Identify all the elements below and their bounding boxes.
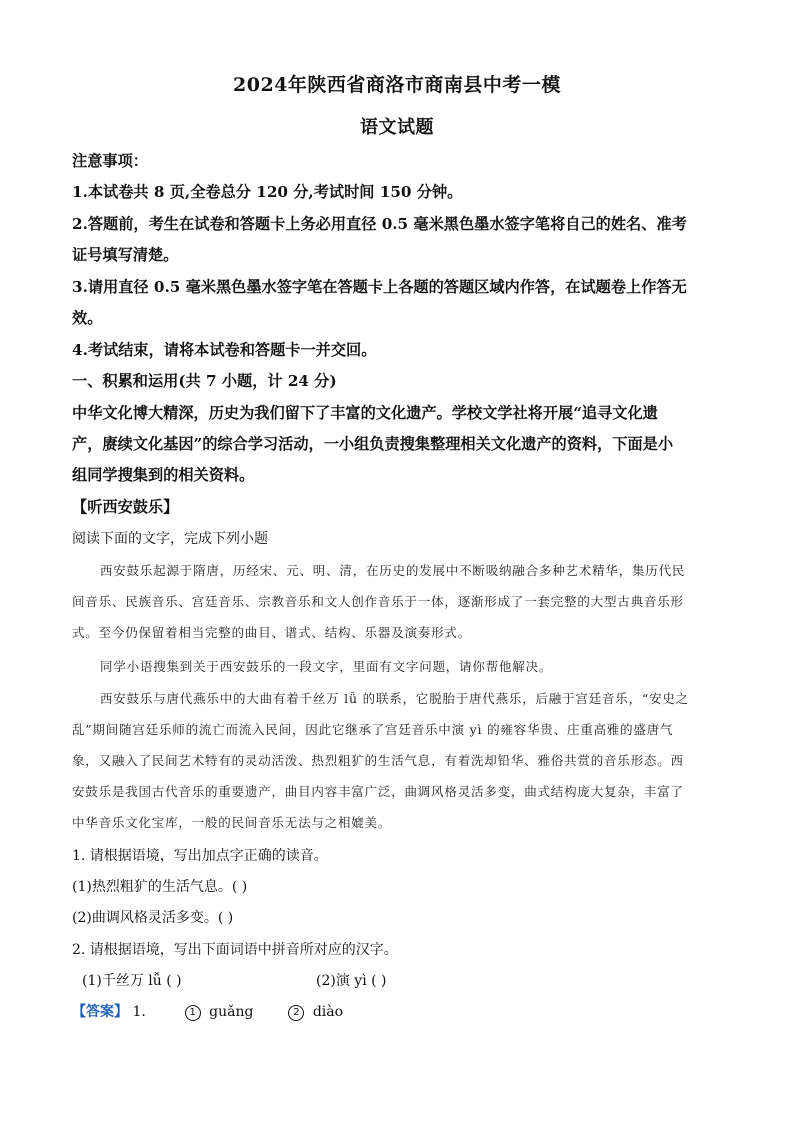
answer-line bbox=[72, 1001, 343, 1021]
notice-item-4: 4.考试结束，请将本试卷和答题卡一并交回。 bbox=[72, 341, 377, 359]
notice-heading: 注意事项： bbox=[72, 152, 148, 170]
reading-instruction: 阅读下面的文字，完成下列小题 bbox=[72, 531, 268, 547]
answer-mark-2: 2 bbox=[288, 1005, 304, 1021]
notice-item-3-line-2: 效。 bbox=[72, 309, 103, 327]
notice-item-2-line-1: 2.答题前，考生在试卷和答题卡上务必用直径 0.5 毫米黑色墨水签字笔将自己的姓名、准考 bbox=[72, 215, 687, 233]
notice-item-1: 1.本试卷共 8 页,全卷总分 120 分,考试时间 150 分钟。 bbox=[72, 183, 463, 201]
question-2: 2. 请根据语境，写出下面词语中拼音所对应的汉字。 bbox=[72, 942, 398, 958]
intro-line-1: 中华文化博大精深，历史为我们留下了丰富的文化遗产。学校文学社将开展“追寻文化遗 bbox=[72, 404, 658, 422]
passage-p3-line-5: 中华音乐文化宝库，一般的民间音乐无法与之相媲美。 bbox=[72, 815, 392, 830]
page-subtitle: 语文试题 bbox=[360, 117, 434, 138]
sub-heading: 【听西安鼓乐】 bbox=[72, 498, 179, 516]
answer-2: diào bbox=[312, 1004, 344, 1020]
question-1-part-2: (2)曲调风格灵活多变。( ) bbox=[72, 910, 234, 926]
passage-p1-line-3: 式。至今仍保留着相当完整的曲目、谱式、结构、乐器及演奏形式。 bbox=[72, 625, 472, 640]
passage-p1-line-1: 西安鼓乐起源于隋唐，历经宋、元、明、清，在历史的发展中不断吸纳融合多种艺术精华，集历代民 bbox=[100, 563, 686, 578]
passage-p3-line-3: 象，又融入了民间艺术特有的灵动活泼、热烈粗犷的生活气息，有着洗却铅华、雅俗共赏的音乐形态。西 bbox=[72, 753, 684, 768]
notice-item-3-line-1: 3.请用直径 0.5 毫米黑色墨水签字笔在答题卡上各题的答题区域内作答，在试题卷上作答无 bbox=[72, 278, 687, 296]
intro-line-2: 产，赓续文化基因”的综合学习活动，一小组负责搜集整理相关文化遗产的资料，下面是小 bbox=[72, 435, 674, 453]
question-1: 1. 请根据语境，写出加点字正确的读音。 bbox=[72, 848, 328, 864]
passage-p3-line-1: 西安鼓乐与唐代燕乐中的大曲有着千丝万 lǚ 的联系，它脱胎于唐代燕乐，后融于宫廷音乐，“安史之 bbox=[100, 691, 689, 706]
question-2-part-1: (1)千丝万 lǚ ( ) bbox=[82, 973, 182, 989]
section-heading: 一、积累和运用(共 7 小题，计 24 分) bbox=[72, 372, 337, 390]
answer-number: 1. bbox=[132, 1004, 146, 1020]
passage-p2-line-1: 同学小语搜集到关于西安鼓乐的一段文字，里面有文字问题，请你帮他解决。 bbox=[100, 659, 553, 674]
answer-tag: 【答案】 bbox=[72, 1004, 128, 1020]
passage-p3-line-4: 安鼓乐是我国古代音乐的重要遗产，曲目内容丰富广泛，曲调风格灵活多变，曲式结构庞大复杂，丰富了 bbox=[72, 784, 684, 799]
passage-p3-line-2: 乱”期间随宫廷乐师的流亡而流入民间，因此它继承了宫廷音乐中演 yì 的雍容华贵、庄重高雅的盛唐气 bbox=[72, 722, 674, 737]
question-1-part-1: (1)热烈粗犷的生活气息。( ) bbox=[72, 879, 248, 895]
intro-line-3: 组同学搜集到的相关资料。 bbox=[72, 466, 255, 484]
answer-1: guǎng bbox=[209, 1004, 254, 1020]
answer-mark-1: 1 bbox=[185, 1005, 201, 1021]
question-2-part-2: (2)演 yì ( ) bbox=[316, 973, 387, 989]
page-title: 2024年陕西省商洛市商南县中考一模 bbox=[233, 74, 561, 96]
notice-item-2-line-2: 证号填写清楚。 bbox=[72, 246, 179, 264]
passage-p1-line-2: 间音乐、民族音乐、宫廷音乐、宗教音乐和文人创作音乐于一体，逐渐形成了一套完整的大型古典音乐形 bbox=[72, 594, 684, 609]
